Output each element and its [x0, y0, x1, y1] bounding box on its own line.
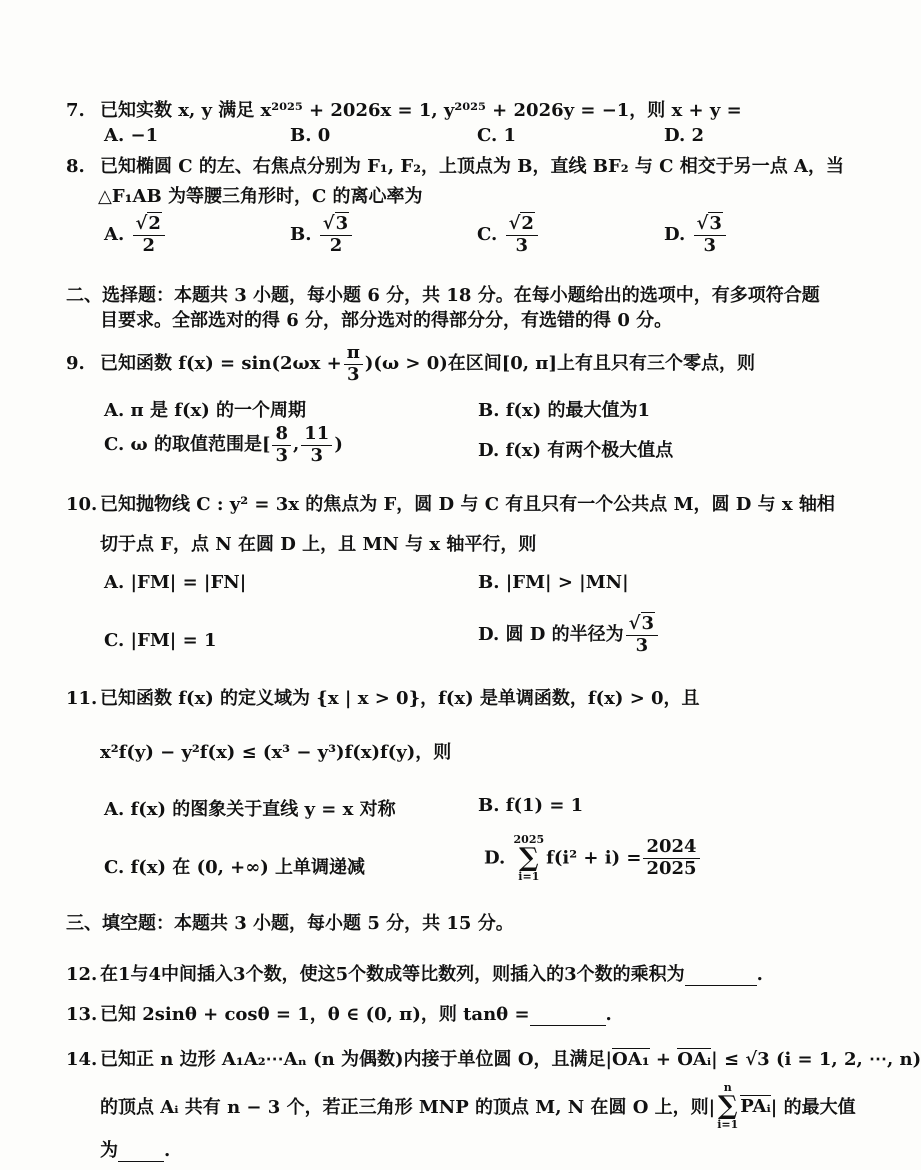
question-stem-continued: 为 .	[100, 1140, 171, 1161]
section-heading: 二、选择题：本题共 3 小题，每小题 6 分，共 18 分。在每小题给出的选项中，有多项符合题	[66, 285, 820, 306]
question-14: 14. 已知正 n 边形 A₁A₂⋯Aₙ (n 为偶数)内接于单位圆 O，且满足|OA₁ + OAᵢ| ≤ √3 (i = 1, 2, ⋯, n)	[66, 1049, 921, 1070]
option-b: B. 0	[290, 125, 331, 146]
question-number: 12.	[66, 964, 98, 985]
option-b: B. |FM| > |MN|	[478, 572, 629, 593]
question-inequality: x²f(y) − y²f(x) ≤ (x³ − y³)f(x)f(y)，则	[100, 742, 452, 763]
option-c: C. f(x) 在 (0, +∞) 上单调递减	[104, 857, 366, 878]
question-stem: 已知实数 x, y 满足 x²⁰²⁵ + 2026x = 1, y²⁰²⁵ + 2026y = −1，则 x + y =	[100, 100, 742, 121]
question-13: 13. 已知 2sinθ + cosθ = 1，θ ∈ (0, π)，则 tanθ = .	[66, 1004, 612, 1025]
question-9: 9. 已知函数 f(x) = sin(2ωx + $\frac{\pi}{3}$ )(ω > 0)在区间[0, π]上有且只有三个零点，则	[66, 342, 755, 385]
option-a: A. |FM| = |FN|	[104, 572, 247, 593]
vector: OA₁	[612, 1049, 650, 1070]
option-d	[664, 214, 728, 256]
option-d: D. 2	[664, 125, 705, 146]
option-label: C.	[477, 224, 498, 246]
option-d: D. 2025 ∑ i=1 f(i² + i) = $\frac{2024}{2025}$	[484, 834, 702, 882]
fraction: $\frac{2024}{2025}$	[643, 837, 699, 879]
question-stem: 已知抛物线 C : y² = 3x 的焦点为 F，圆 D 与 C 有且只有一个公共点 M，圆 D 与 x 轴相	[100, 494, 835, 515]
question-stem-continued: 的顶点 Aᵢ 共有 n − 3 个，若正三角形 MNP 的顶点 M, N 在圆 O 上，则| n ∑ i=1 PAᵢ| 的最大值	[100, 1081, 856, 1131]
option-b: B. f(1) = 1	[478, 795, 584, 816]
section-instructions: 目要求。全部选对的得 6 分，部分选对的得部分分，有选错的得 0 分。	[100, 310, 673, 331]
option-a: A. f(x) 的图象关于直线 y = x 对称	[104, 799, 396, 820]
question-number: 13.	[66, 1004, 98, 1025]
summation: n ∑ i=1	[717, 1081, 739, 1131]
fraction: $\frac{11}{3}$	[301, 424, 332, 466]
question-number: 8.	[66, 156, 85, 177]
fraction: $\frac{8}{3}$	[272, 424, 291, 466]
fraction: $\frac{√2}{2}$	[133, 214, 165, 256]
question-number: 11.	[66, 688, 98, 709]
summation: 2025 ∑ i=1	[513, 833, 545, 883]
question-7	[66, 96, 742, 122]
question-stem: 已知 2sinθ + cosθ = 1，θ ∈ (0, π)，则 tanθ =	[100, 1004, 530, 1025]
fraction: $\frac{\pi}{3}$	[344, 343, 363, 385]
question-stem: 已知函数 f(x) 的定义域为 {x | x > 0}，f(x) 是单调函数，f(x) > 0，且	[100, 688, 700, 709]
question-number: 10.	[66, 494, 98, 515]
section-heading: 三、填空题：本题共 3 小题，每小题 5 分，共 15 分。	[66, 913, 514, 934]
question-11	[66, 684, 700, 710]
question-stem: 已知椭圆 C 的左、右焦点分别为 F₁, F₂，上顶点为 B，直线 BF₂ 与 C 相交于另一点 A，当	[100, 156, 844, 177]
question-stem: 在1与4中间插入3个数，使这5个数成等比数列，则插入的3个数的乘积为	[100, 964, 685, 985]
vector: OAᵢ	[677, 1049, 712, 1070]
option-label: B.	[290, 224, 312, 246]
question-stem-continued: △F₁AB 为等腰三角形时，C 的离心率为	[98, 186, 423, 207]
vector: PAᵢ	[740, 1095, 771, 1117]
option-a: A. π 是 f(x) 的一个周期	[104, 400, 306, 421]
answer-blank[interactable]	[685, 967, 757, 986]
fraction: $\frac{√2}{3}$	[506, 214, 538, 256]
question-number: 14.	[66, 1049, 98, 1070]
question-8	[66, 152, 844, 178]
option-c	[477, 214, 540, 256]
fraction: $\frac{√3}{3}$	[694, 214, 726, 256]
question-number: 9.	[66, 353, 85, 375]
option-b: B. f(x) 的最大值为1	[478, 400, 651, 421]
question-number: 7.	[66, 100, 85, 121]
option-label: A.	[104, 224, 125, 246]
fraction: $\frac{√3}{3}$	[626, 614, 658, 656]
option-a: A. −1	[104, 125, 159, 146]
option-label: D.	[664, 224, 686, 246]
option-b	[290, 214, 354, 256]
question-stem-continued: 切于点 F，点 N 在圆 D 上，且 MN 与 x 轴平行，则	[100, 534, 537, 555]
option-c: C. 1	[477, 125, 517, 146]
answer-blank[interactable]	[118, 1143, 164, 1162]
option-c: C. |FM| = 1	[104, 630, 217, 651]
option-d: D. 圆 D 的半径为 $\frac{√3}{3}$	[478, 614, 660, 656]
option-a	[104, 214, 167, 256]
fraction: $\frac{√3}{2}$	[320, 214, 352, 256]
question-12: 12. 在1与4中间插入3个数，使这5个数成等比数列，则插入的3个数的乘积为 .	[66, 964, 763, 985]
option-c: C. ω 的取值范围是[ $\frac{8}{3}$ , $\frac{11}{3}$ )	[104, 423, 343, 466]
answer-blank[interactable]	[530, 1007, 606, 1026]
option-d: D. f(x) 有两个极大值点	[478, 440, 674, 461]
question-10	[66, 490, 835, 516]
